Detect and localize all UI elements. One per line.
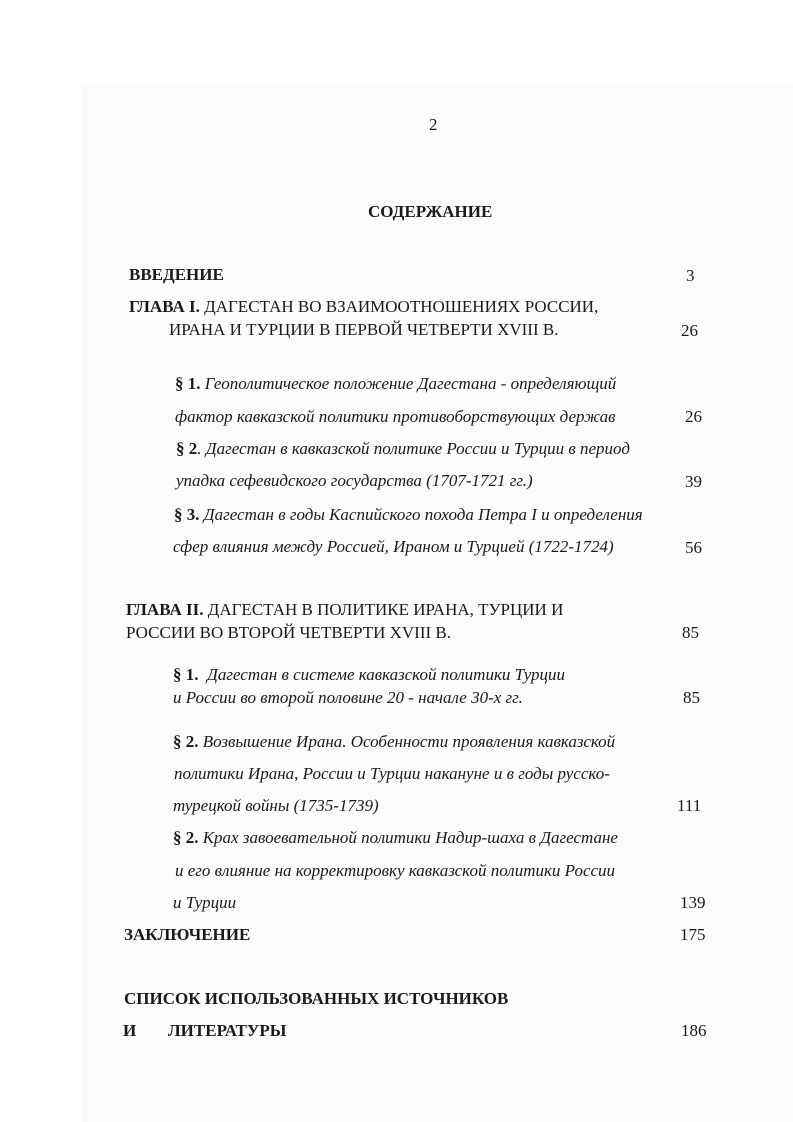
intro-label: ВВЕДЕНИЕ — [129, 265, 224, 284]
intro-page: 3 — [686, 266, 695, 285]
ch2-section1-line1 — [173, 666, 565, 683]
ch2-section3-line1 — [173, 829, 618, 846]
ch1-section2-page: 39 — [685, 472, 702, 491]
chapter1-title-line2: ИРАНА И ТУРЦИИ В ПЕРВОЙ ЧЕТВЕРТИ XVIII В. — [169, 320, 559, 339]
chapter1-page: 26 — [681, 321, 698, 340]
ch1-section3-mark: § 3. — [174, 505, 200, 524]
ch2-section2-line3: турецкой войны (1735-1739) — [173, 796, 379, 815]
ch1-section2-mark: § 2 — [176, 439, 198, 458]
ch1-section2-line1 — [176, 440, 630, 457]
chapter2-page: 85 — [682, 623, 699, 642]
ch2-section3-text1: Крах завоевательной политики Надир-шаха в Дагестане — [202, 828, 618, 847]
ch2-section3-line2: и его влияние на корректировку кавказской политики России — [175, 861, 616, 880]
ch1-section3-page: 56 — [685, 538, 702, 557]
ch1-section1-line2: фактор кавказской политики противоборствующих держав — [175, 407, 616, 426]
chapter1-heading — [129, 298, 598, 315]
ch2-section2-page: 111 — [677, 796, 702, 815]
ch2-section2-line2: политики Ирана, России и Турции накануне и в годы русско- — [174, 764, 610, 783]
ch1-section1-line1 — [175, 375, 616, 392]
ch1-section1-text1: Геополитическое положение Дагестана - определяющий — [204, 374, 617, 393]
ch1-section3-line1 — [174, 506, 643, 523]
ch2-section2-mark: § 2. — [173, 732, 199, 751]
bibliography-page: 186 — [681, 1021, 707, 1040]
ch2-section1-page: 85 — [683, 688, 700, 707]
ch1-section3-text1: Дагестан в годы Каспийского похода Петра I и определения — [203, 505, 643, 524]
bibliography-line2: ЛИТЕРАТУРЫ — [168, 1021, 287, 1040]
ch2-section1-line2: и России во второй половине 20 - начале 30-х гг. — [173, 688, 523, 707]
conclusion-page: 175 — [680, 925, 706, 944]
chapter1-title-line1: ДАГЕСТАН ВО ВЗАИМООТНОШЕНИЯХ РОССИИ, — [204, 297, 599, 316]
chapter2-heading — [126, 601, 563, 618]
ch2-section3-mark: § 2. — [173, 828, 199, 847]
ch2-section2-text1: Возвышение Ирана. Особенности проявления кавказской — [202, 732, 616, 751]
bibliography-line2-prefix: И — [123, 1021, 137, 1040]
ch2-section1-mark: § 1. — [173, 665, 199, 684]
ch2-section3-page: 139 — [680, 893, 706, 912]
chapter1-label: ГЛАВА I. — [129, 297, 200, 316]
page-number: 2 — [429, 115, 438, 134]
chapter2-title-line1: ДАГЕСТАН В ПОЛИТИКЕ ИРАНА, ТУРЦИИ И — [207, 600, 564, 619]
chapter2-label: ГЛАВА II. — [126, 600, 204, 619]
chapter2-title-line2: РОССИИ ВО ВТОРОЙ ЧЕТВЕРТИ XVIII В. — [126, 623, 452, 642]
ch1-section2-line2: упадка сефевидского государства (1707-1721 гг.) — [176, 471, 533, 490]
ch2-section3-line3: и Турции — [173, 893, 237, 912]
conclusion-label: ЗАКЛЮЧЕНИЕ — [124, 925, 251, 944]
bibliography-line1: СПИСОК ИСПОЛЬЗОВАННЫХ ИСТОЧНИКОВ — [124, 989, 509, 1008]
ch1-section1-mark: § 1. — [175, 374, 201, 393]
ch2-section2-line1 — [173, 733, 615, 750]
ch1-section2-text1: . Дагестан в кавказской политике России и Турции в период — [197, 439, 630, 458]
ch1-section1-page: 26 — [685, 407, 702, 426]
ch2-section1-text1: Дагестан в системе кавказской политики Турции — [207, 665, 566, 684]
toc-title: СОДЕРЖАНИЕ — [368, 202, 493, 221]
ch1-section3-line2: сфер влияния между Россией, Ираном и Турцией (1722-1724) — [173, 537, 614, 556]
